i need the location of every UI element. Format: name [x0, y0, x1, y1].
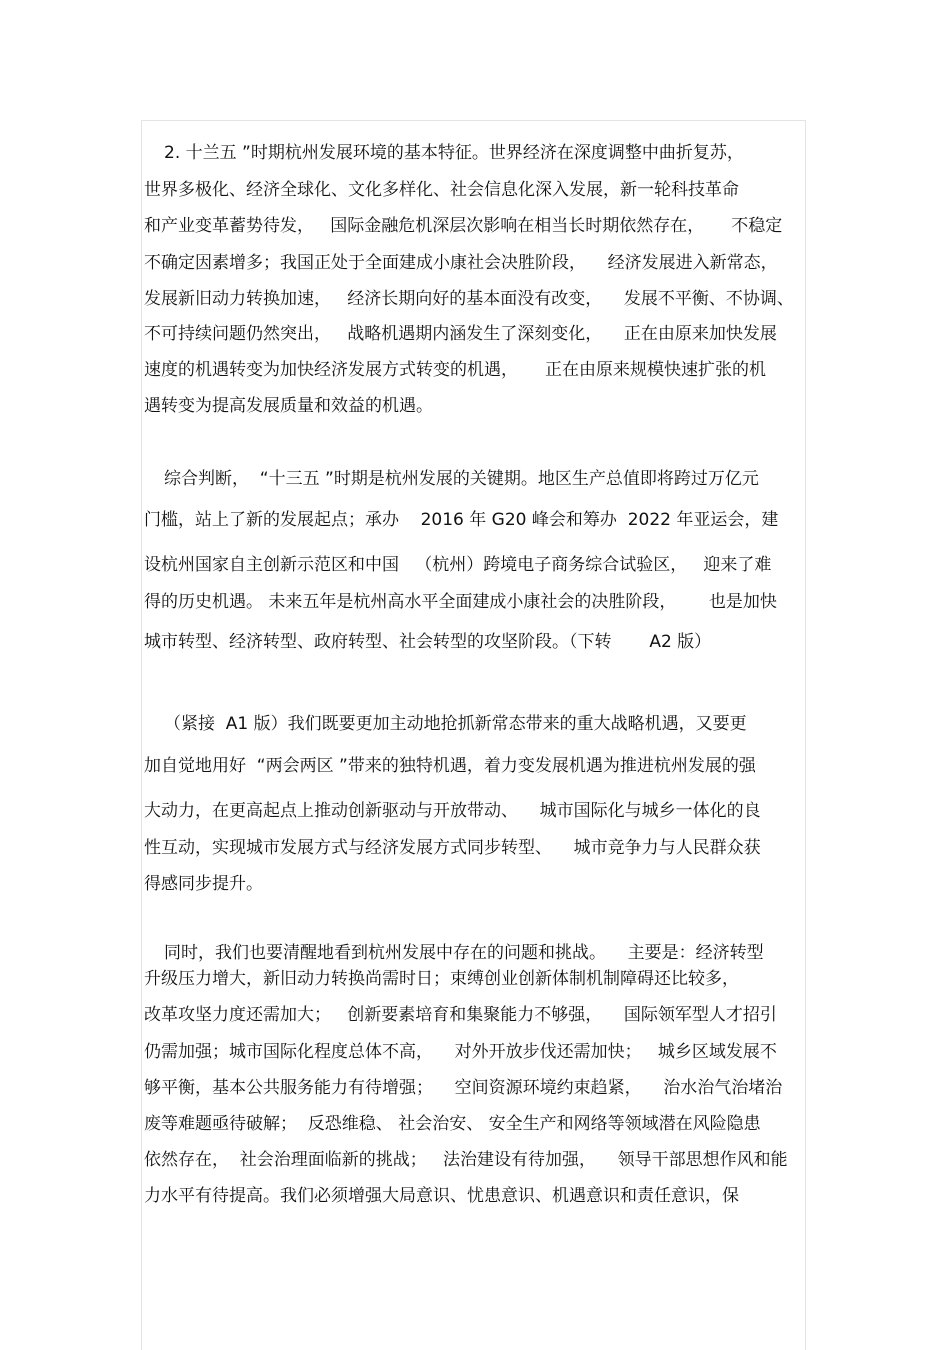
text-line: 同时，我们也要清醒地看到杭州发展中存在的问题和挑战。 主要是：经济转型	[164, 943, 764, 963]
text-line: 改革攻坚力度还需加大； 创新要素培育和集聚能力不够强， 国际领军型人才招引	[144, 1005, 777, 1025]
text-line: 设杭州国家自主创新示范区和中国 （杭州）跨境电子商务综合试验区， 迎来了难	[144, 555, 772, 575]
text-line: 综合判断， “十三五 ”时期是杭州发展的关键期。地区生产总值即将跨过万亿元	[164, 469, 759, 489]
text-line: 性互动，实现城市发展方式与经济发展方式同步转型、 城市竞争力与人民群众获	[144, 838, 761, 858]
text-line: 发展新旧动力转换加速， 经济长期向好的基本面没有改变， 发展不平衡、不协调、	[144, 289, 794, 309]
text-line: 城市转型、经济转型、政府转型、社会转型的攻坚阶段。（下转 A2 版）	[144, 632, 712, 652]
text-line: 得感同步提升。	[144, 874, 263, 894]
text-line: 够平衡，基本公共服务能力有待增强； 空间资源环境约束趋紧， 治水治气治堵治	[144, 1078, 783, 1098]
text-line: 依然存在， 社会治理面临新的挑战； 法治建设有待加强， 领导干部思想作风和能	[144, 1150, 788, 1170]
text-line: 和产业变革蓄势待发， 国际金融危机深层次影响在相当长时期依然存在， 不稳定	[144, 216, 783, 236]
text-line: 加自觉地用好 “两会两区 ”带来的独特机遇，着力变发展机遇为推进杭州发展的强	[144, 756, 756, 776]
text-line: （紧接 A1 版）我们既要更加主动地抢抓新常态带来的重大战略机遇，又要更	[164, 714, 747, 734]
text-line: 不可持续问题仍然突出， 战略机遇期内涵发生了深刻变化， 正在由原来加快发展	[144, 324, 777, 344]
text-line: 世界多极化、经济全球化、文化多样化、社会信息化深入发展，新一轮科技革命	[144, 180, 739, 200]
text-line: 仍需加强；城市国际化程度总体不高， 对外开放步伐还需加快； 城乡区域发展不	[144, 1042, 777, 1062]
text-line: 力水平有待提高。我们必须增强大局意识、忧患意识、机遇意识和责任意识，保	[144, 1186, 739, 1206]
text-line: 升级压力增大，新旧动力转换尚需时日；束缚创业创新体制机制障碍还比较多，	[144, 969, 739, 989]
text-line: 门槛，站上了新的发展起点；承办 2016 年 G20 峰会和筹办 2022 年亚运会，建	[144, 510, 779, 530]
text-line: 废等难题亟待破解； 反恐维稳、 社会治安、 安全生产和网络等领域潜在风险隐患	[144, 1114, 761, 1134]
text-line: 不确定因素增多；我国正处于全面建成小康社会决胜阶段， 经济发展进入新常态，	[144, 253, 778, 273]
text-line: 大动力，在更高起点上推动创新驱动与开放带动、 城市国际化与城乡一体化的良	[144, 801, 761, 821]
text-line: 遇转变为提高发展质量和效益的机遇。	[144, 396, 433, 416]
text-line: 2. 十兰五 ”时期杭州发展环境的基本特征。世界经济在深度调整中曲折复苏，	[164, 143, 744, 163]
text-line: 得的历史机遇。 未来五年是杭州高水平全面建成小康社会的决胜阶段， 也是加快	[144, 592, 777, 612]
text-line: 速度的机遇转变为加快经济发展方式转变的机遇， 正在由原来规模快速扩张的机	[144, 360, 767, 380]
